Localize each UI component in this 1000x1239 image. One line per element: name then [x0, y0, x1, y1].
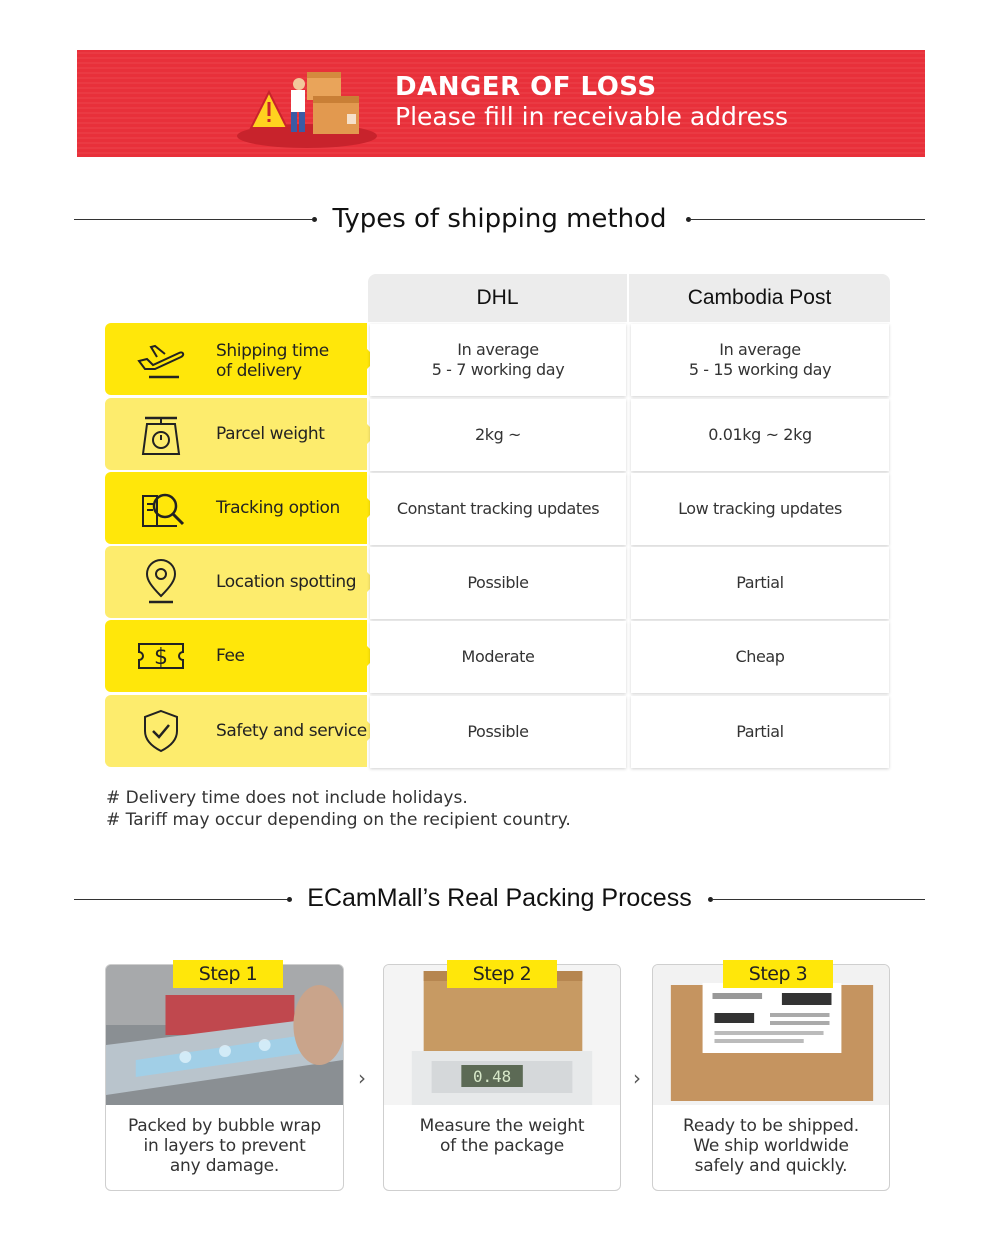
shipping-section-title: Types of shipping method	[332, 204, 667, 234]
column-header-cambodia-post: Cambodia Post	[629, 274, 890, 322]
location-pin-icon	[133, 558, 189, 606]
note-holidays: # Delivery time does not include holidays.	[106, 788, 468, 808]
row-label-safety-service	[105, 695, 367, 767]
packing-section-heading	[74, 880, 925, 920]
step-badge-2: Step 2	[447, 960, 557, 988]
svg-text:0.48: 0.48	[472, 1066, 512, 1087]
cell-dhl-fee: Moderate	[370, 621, 626, 693]
step-separator-chevron-icon: ›	[633, 1066, 641, 1090]
packing-section-title: ECamMall’s Real Packing Process	[307, 884, 692, 912]
banner-subtitle: Please fill in receivable address	[395, 102, 789, 131]
dollar-ticket-icon	[133, 632, 189, 680]
note-tariff: # Tariff may occur depending on the recipient country.	[106, 810, 571, 830]
cell-post-tracking-option: Low tracking updates	[631, 473, 889, 545]
cell-dhl-parcel-weight: 2kg ~	[370, 399, 626, 471]
row-label-location-spotting	[105, 546, 367, 618]
cell-dhl-tracking-option: Constant tracking updates	[370, 473, 626, 545]
row-label-text: Safety and service	[216, 721, 367, 741]
shipping-section-heading	[74, 200, 925, 240]
row-label-tracking-option	[105, 472, 367, 544]
cell-dhl-location-spotting: Possible	[370, 547, 626, 619]
banner-title: DANGER OF LOSS	[395, 72, 657, 102]
step-caption-2: Measure the weight of the package	[419, 1116, 585, 1156]
danger-banner	[77, 50, 925, 157]
step-badge-3: Step 3	[723, 960, 833, 988]
cell-post-location-spotting: Partial	[631, 547, 889, 619]
shipping-notes	[106, 787, 571, 831]
cell-post-safety-service: Partial	[631, 696, 889, 768]
cell-dhl-shipping-time: In average 5 - 7 working day	[370, 324, 626, 396]
row-label-text: Shipping time of delivery	[216, 341, 329, 381]
row-label-shipping-time	[105, 323, 367, 395]
tracking-magnifier-icon	[133, 484, 189, 532]
plane-icon	[133, 335, 189, 383]
row-label-parcel-weight	[105, 398, 367, 470]
step-badge-1: Step 1	[173, 960, 283, 988]
scale-icon	[133, 410, 189, 458]
cell-dhl-safety-service: Possible	[370, 696, 626, 768]
row-label-text: Fee	[216, 646, 245, 666]
step-card-1	[105, 964, 344, 1191]
row-label-text: Parcel weight	[216, 424, 325, 444]
shield-check-icon	[133, 707, 189, 755]
step-separator-chevron-icon: ›	[358, 1066, 366, 1090]
row-label-fee	[105, 620, 367, 692]
row-label-text: Tracking option	[216, 498, 340, 518]
row-label-text: Location spotting	[216, 572, 357, 592]
warning-boxes-icon	[229, 56, 379, 152]
step-caption-1: Packed by bubble wrap in layers to prevent any damage.	[127, 1116, 322, 1176]
step-card-2	[383, 964, 621, 1191]
svg-text:$: $	[154, 645, 168, 670]
cell-post-parcel-weight: 0.01kg ~ 2kg	[631, 399, 889, 471]
step-caption-3: Ready to be shipped. We ship worldwide safely and quickly.	[683, 1116, 859, 1176]
cell-post-fee: Cheap	[631, 621, 889, 693]
step-card-3	[652, 964, 890, 1191]
cell-post-shipping-time: In average 5 - 15 working day	[631, 324, 889, 396]
column-header-dhl: DHL	[368, 274, 627, 322]
